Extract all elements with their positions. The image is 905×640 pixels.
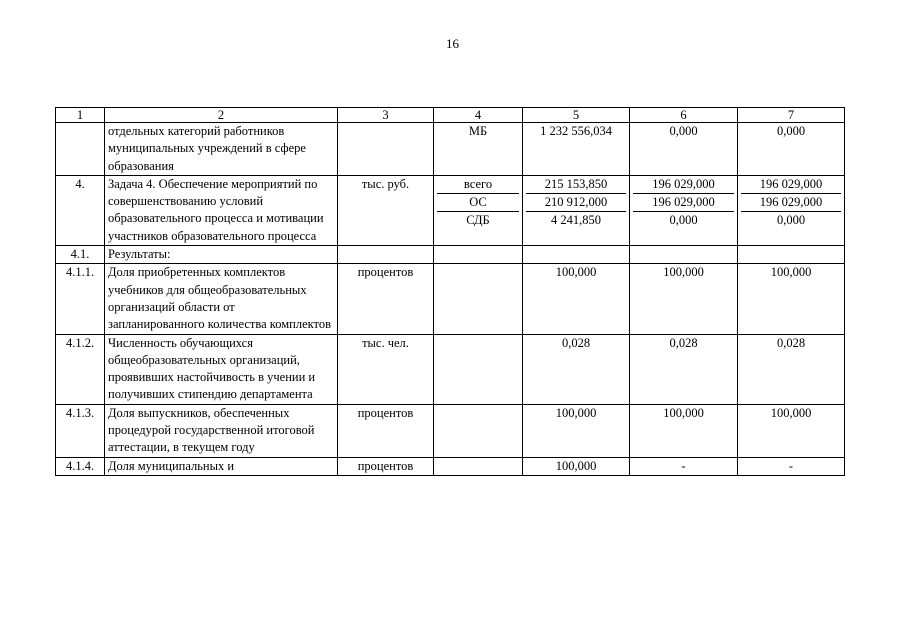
row-value-7: -	[738, 457, 845, 475]
value-7-cell	[738, 175, 845, 245]
funding-source: СДБ	[466, 212, 490, 227]
col-header-5: 5	[523, 108, 630, 123]
row-name: Доля приобретенных комплектов учебников для общеобразовательных организаций области от запланированного количества комплектов	[105, 264, 338, 334]
funding-value: 215 153,850	[526, 176, 626, 194]
row-unit: процентов	[338, 457, 434, 475]
row-value-5: 0,028	[523, 334, 630, 404]
row-value-5: 100,000	[523, 264, 630, 334]
row-value-5: 1 232 556,034	[523, 123, 630, 176]
row-value-6: 100,000	[630, 264, 738, 334]
row-value-7: 100,000	[738, 404, 845, 457]
row-value-7: 100,000	[738, 264, 845, 334]
col-header-1: 1	[56, 108, 105, 123]
value-6-cell	[630, 175, 738, 245]
table-row	[56, 334, 845, 404]
row-value-7: 0,000	[738, 123, 845, 176]
row-value-7: 0,028	[738, 334, 845, 404]
funding-value: 196 029,000	[633, 176, 734, 194]
table-row	[56, 404, 845, 457]
value-5-cell	[523, 175, 630, 245]
col-header-3: 3	[338, 108, 434, 123]
row-name: Задача 4. Обеспечение мероприятий по совершенствованию условий образовательного процесса и мотивации участников образовательного процесса	[105, 175, 338, 245]
row-value-5: 100,000	[523, 404, 630, 457]
budget-table	[55, 107, 845, 476]
funding-source: ОС	[437, 194, 519, 212]
row-value-5: 100,000	[523, 457, 630, 475]
row-number: 4.1.4.	[56, 457, 105, 475]
funding-value: 196 029,000	[741, 194, 841, 212]
row-number	[56, 123, 105, 176]
row-value-6: 0,028	[630, 334, 738, 404]
row-name: Численность обучающихся общеобразовательных организаций, проявивших настойчивость в учении и получивших стипендию департамента	[105, 334, 338, 404]
row-source	[434, 334, 523, 404]
table-row-results	[56, 246, 845, 264]
col-header-4: 4	[434, 108, 523, 123]
row-value-6: 0,000	[630, 123, 738, 176]
col-header-2: 2	[105, 108, 338, 123]
table-row	[56, 123, 845, 176]
row-unit: тыс. чел.	[338, 334, 434, 404]
table-row	[56, 264, 845, 334]
funding-source: всего	[437, 176, 519, 194]
row-unit	[338, 123, 434, 176]
row-name: Результаты:	[105, 246, 338, 264]
row-number: 4.1.2.	[56, 334, 105, 404]
col-header-6: 6	[630, 108, 738, 123]
row-name: Доля муниципальных и	[105, 457, 338, 475]
row-unit: процентов	[338, 264, 434, 334]
row-name: отдельных категорий работников муниципальных учреждений в сфере образования	[105, 123, 338, 176]
row-source	[434, 404, 523, 457]
funding-value: 0,000	[669, 212, 698, 227]
funding-value: 4 241,850	[551, 212, 601, 227]
row-number: 4.1.	[56, 246, 105, 264]
col-header-7: 7	[738, 108, 845, 123]
column-number-row	[56, 108, 845, 123]
row-name: Доля выпускников, обеспеченных процедурой государственной итоговой аттестации, в текущем году	[105, 404, 338, 457]
table-row	[56, 457, 845, 475]
row-number: 4.	[56, 175, 105, 245]
row-unit: тыс. руб.	[338, 175, 434, 245]
funding-value: 196 029,000	[741, 176, 841, 194]
funding-value: 0,000	[776, 212, 806, 227]
page-number: 16	[446, 36, 459, 51]
row-source	[434, 457, 523, 475]
row-number: 4.1.3.	[56, 404, 105, 457]
funding-value: 210 912,000	[526, 194, 626, 212]
funding-source-cell	[434, 175, 523, 245]
row-source: МБ	[434, 123, 523, 176]
table-row-task-4	[56, 175, 845, 245]
row-value-6: -	[630, 457, 738, 475]
row-value-6: 100,000	[630, 404, 738, 457]
funding-value: 196 029,000	[633, 194, 734, 212]
row-source	[434, 264, 523, 334]
row-number: 4.1.1.	[56, 264, 105, 334]
row-unit: процентов	[338, 404, 434, 457]
